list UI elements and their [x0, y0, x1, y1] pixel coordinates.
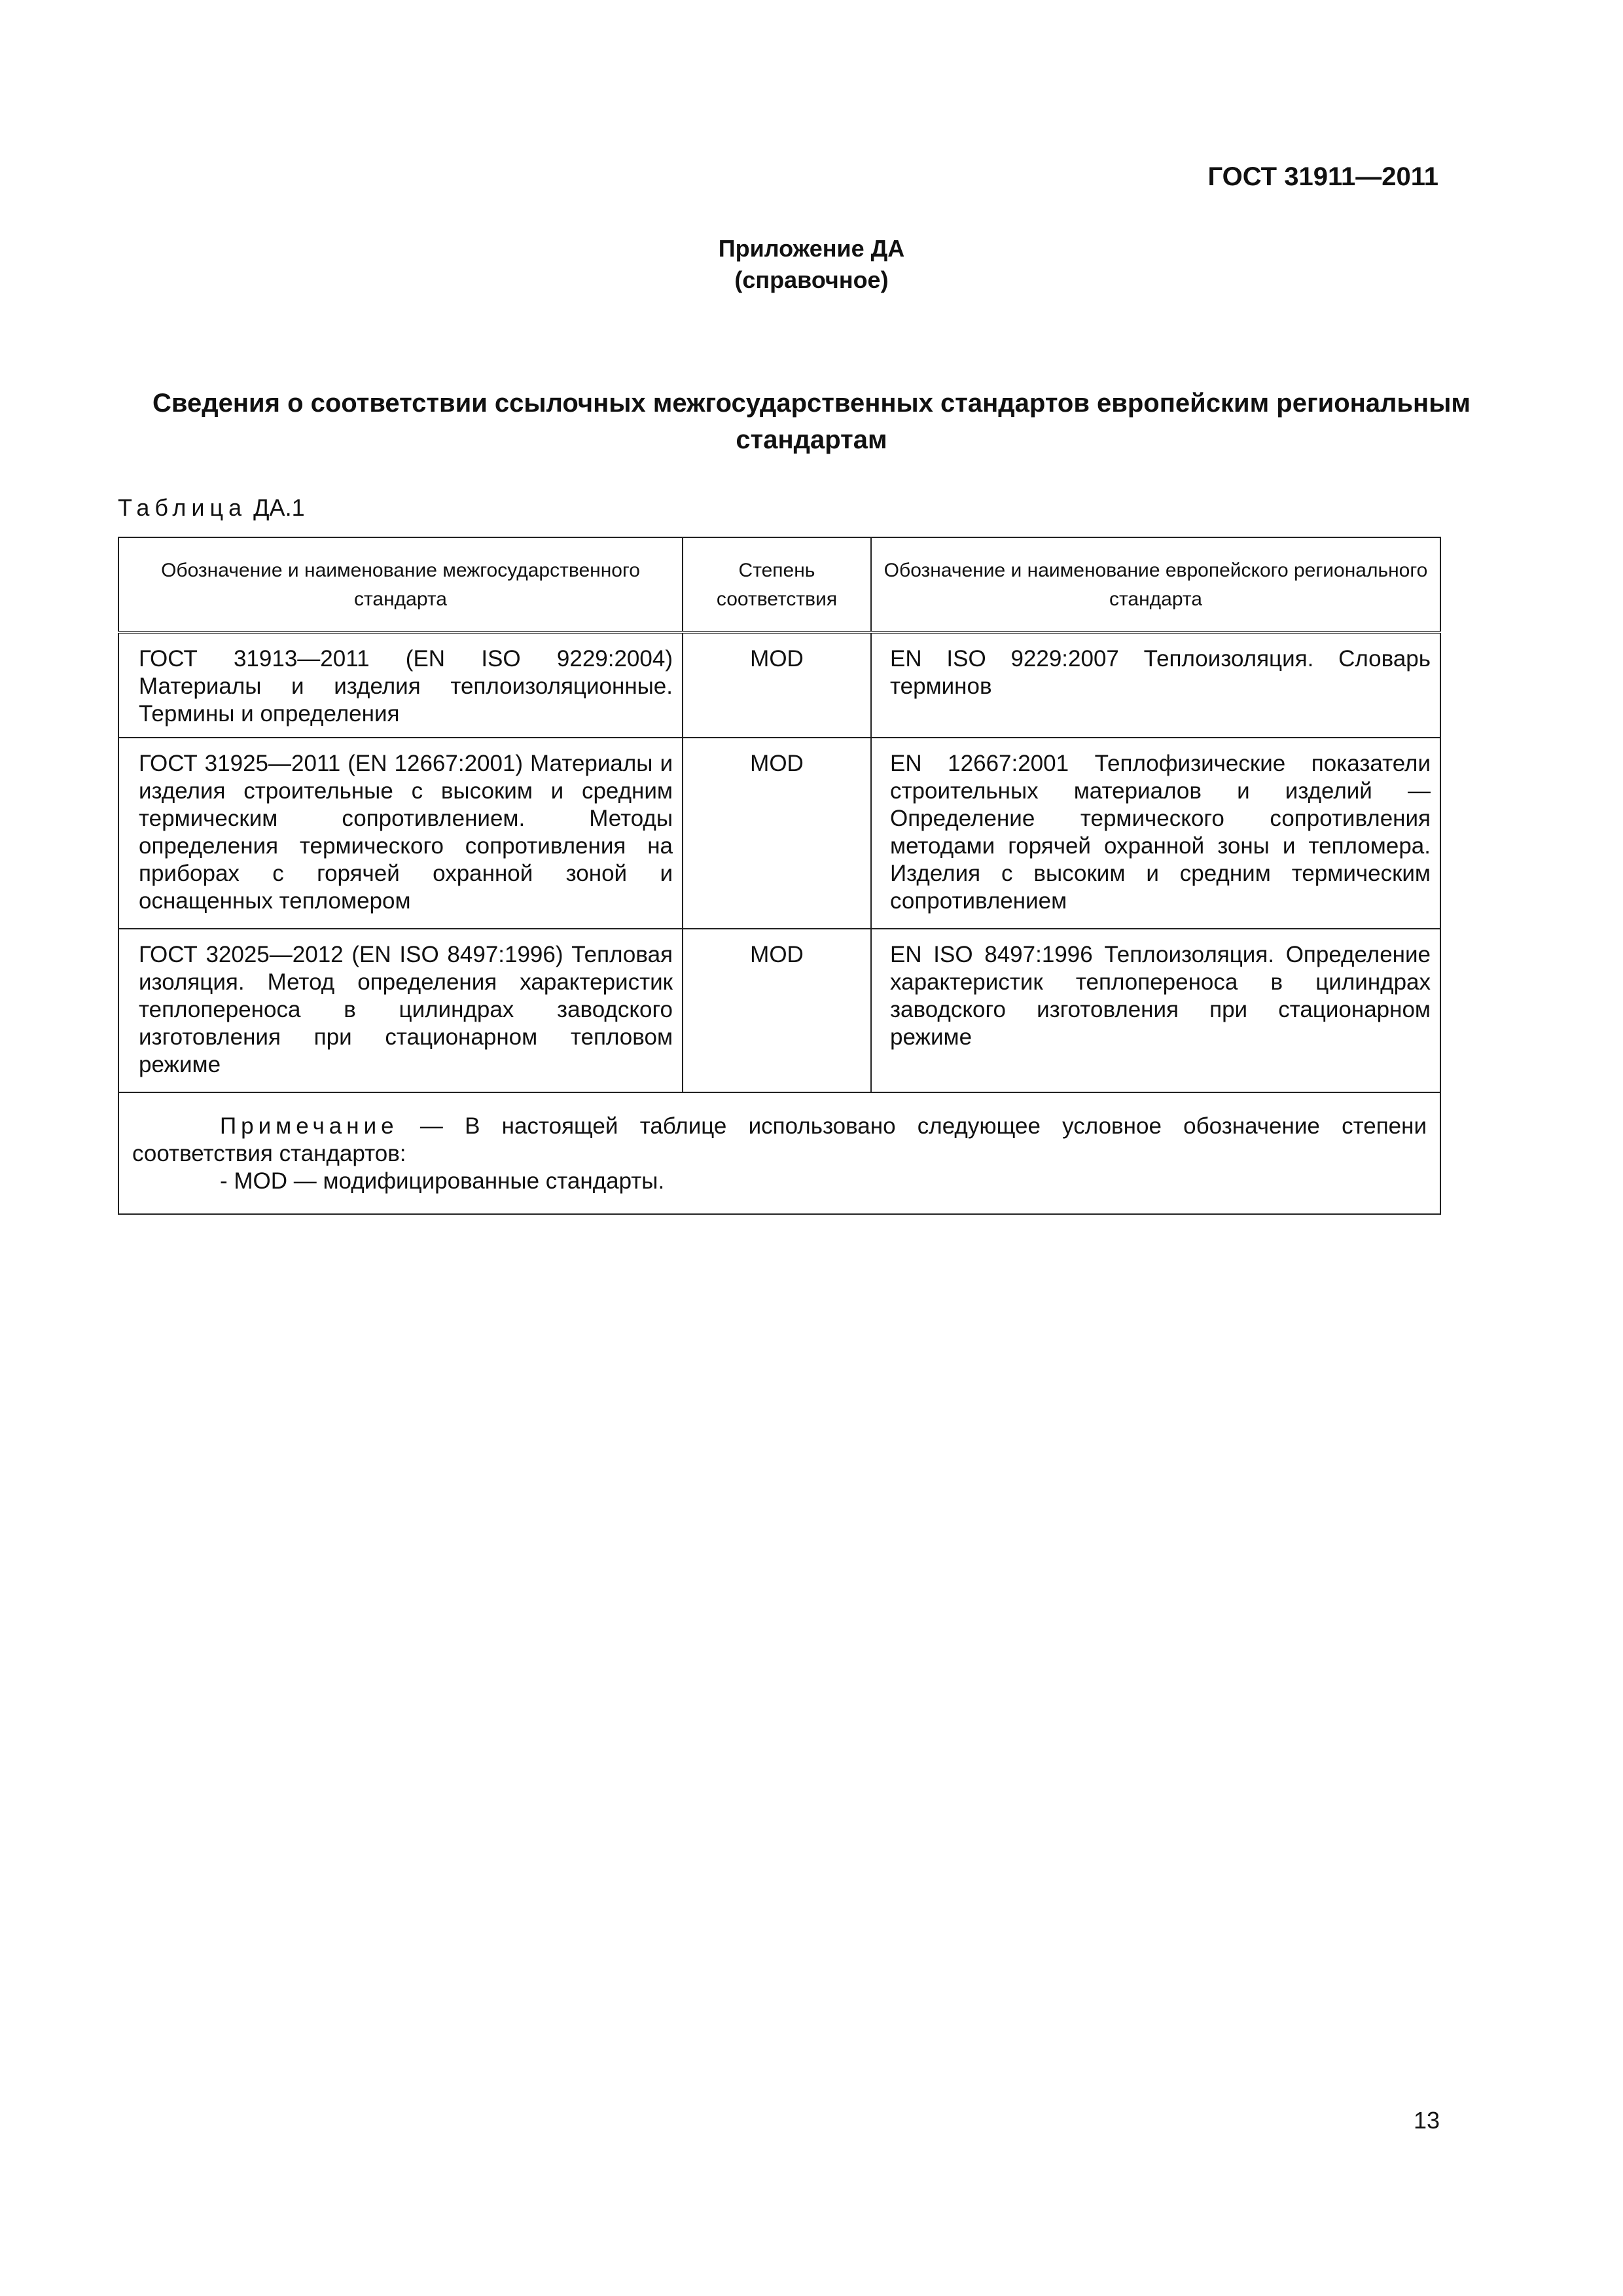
table-row	[118, 632, 1440, 738]
note-text	[132, 1113, 1427, 1168]
european-standard-cell: EN 12667:2001 Теплофизические показатели строительных материалов и изделий — Определение термического сопротивления методами горячей охранной зоны и тепломера. Изделия с высоким и средним термическим сопротивлением	[871, 738, 1440, 929]
interstate-standard-cell: ГОСТ 31925—2011 (EN 12667:2001) Материалы и изделия строительные с высоким и средним термическим сопротивлением. Методы определения термического сопротивления на приборах с горячей охранной зоной и оснащенных тепломером	[118, 738, 683, 929]
european-standard-cell: EN ISO 8497:1996 Теплоизоляция. Определение характеристик теплопереноса в цилиндрах заводского изготовления при стационарном режиме	[871, 929, 1440, 1092]
table-caption-number: ДА.1	[253, 494, 305, 521]
table-note-row	[118, 1092, 1440, 1214]
european-standard-cell: EN ISO 9229:2007 Теплоизоляция. Словарь терминов	[871, 632, 1440, 738]
note-item: - MOD — модифицированные стандарты.	[220, 1168, 665, 1194]
degree-cell: MOD	[683, 738, 871, 929]
degree-cell: MOD	[683, 632, 871, 738]
standards-table	[118, 537, 1441, 1215]
note-label: Примечание	[220, 1113, 399, 1139]
table-header-row	[118, 537, 1440, 632]
column-header-european: Обозначение и наименование европейского регионального стандарта	[871, 537, 1440, 632]
table-note	[118, 1092, 1440, 1214]
table-row	[118, 738, 1440, 929]
table-caption	[118, 492, 305, 524]
degree-cell: MOD	[683, 929, 871, 1092]
note-body: — В настоящей таблице использовано следующее условное обозначение степени соответствия стандартов:	[132, 1113, 1427, 1166]
page-number: 13	[1413, 2107, 1440, 2134]
column-header-interstate: Обозначение и наименование межгосударственного стандарта	[118, 537, 683, 632]
table-row	[118, 929, 1440, 1092]
document-code: ГОСТ 31911—2011	[1207, 162, 1438, 191]
appendix-kind: (справочное)	[734, 266, 889, 293]
interstate-standard-cell: ГОСТ 32025—2012 (EN ISO 8497:1996) Тепловая изоляция. Метод определения характеристик теплопереноса в цилиндрах заводского изготовления при стационарном тепловом режиме	[118, 929, 683, 1092]
interstate-standard-cell: ГОСТ 31913—2011 (EN ISO 9229:2004) Материалы и изделия теплоизоляционные. Термины и определения	[118, 632, 683, 738]
column-header-degree: Степень соответствия	[683, 537, 871, 632]
section-title: Сведения о соответствии ссылочных межгосударственных стандартов европейским региональным стандартам	[152, 389, 1471, 454]
appendix-title: Приложение ДА	[718, 235, 905, 262]
table-caption-label: Таблица	[118, 494, 247, 521]
